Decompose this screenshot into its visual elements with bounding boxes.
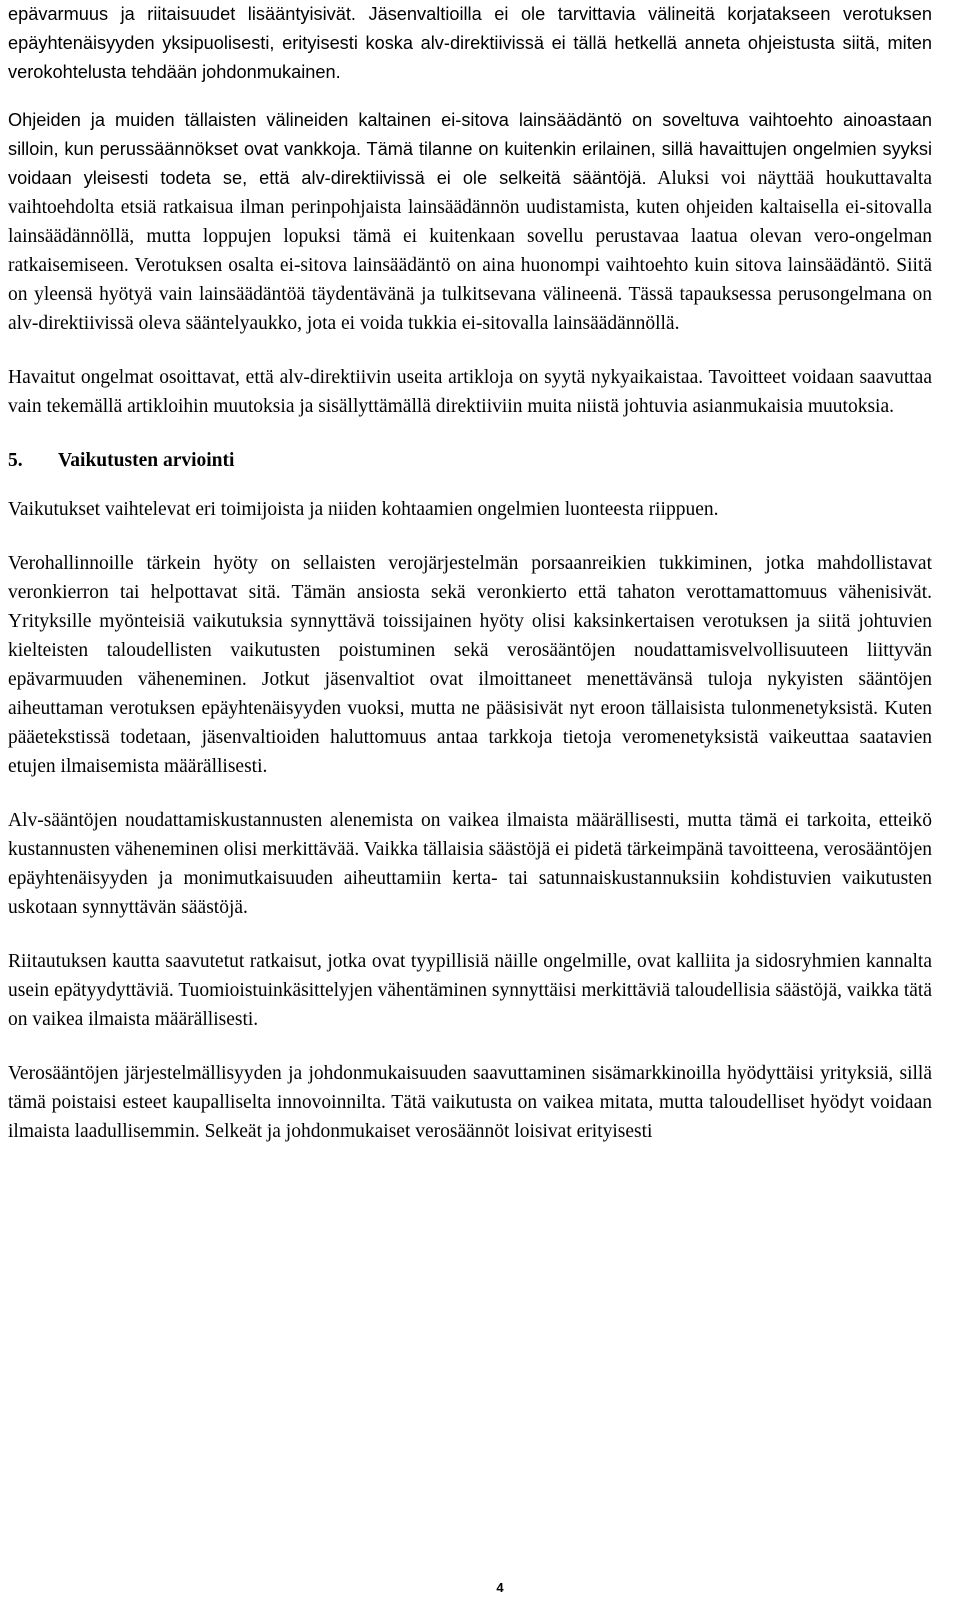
paragraph-tax-administrations: Verohallinnoille tärkein hyöty on sellaisten verojärjestelmän porsaanreikien tukkiminen, jotka mahdollistavat veronkierron tai helpottavat sitä. Tämän ansiosta sekä veronkierto että tahaton verottamattomuus vähenisivät. Yrityksille myönteisiä vaikutuksia synnyttävä toissijainen hyöty olisi kaksinkertaisen verotuksen ja siitä johtuvien kielteisten taloudellisten vaikutusten poistuminen sekä verosääntöjen noudattamisvelvollisuuteen liittyvän epävarmuuden väheneminen. Jotkut jäsenvaltiot ovat ilmoittaneet menettävänsä tuloja nykyisten sääntöjen aiheuttaman verotuksen epäyhtenäisyyden vuoksi, mutta ne pääsisivät nyt eroon tällaisista tulonmenetyksistä. Kuten pääetekstissä todetaan, jäsenvaltioiden haluttomuus antaa tarkkoja tietoja veromenetyksistä vaikeuttaa saatavien etujen ilmaisemista määrällisesti. <box>8 553 932 777</box>
paragraph-single-market: Verosääntöjen järjestelmällisyyden ja johdonmukaisuuden saavuttaminen sisämarkkinoilla hyödyttäisi yrityksiä, sillä tämä poistaisi esteet kaupalliselta innovoinnilta. Tätä vaikutusta on vaikea mitata, mutta taloudelliset hyödyt voidaan ilmaista laadullisemmin. Selkeät ja johdonmukaiset verosäännöt loisivat erityisesti <box>8 1063 932 1142</box>
section-number: 5. <box>8 450 23 471</box>
paragraph-compliance-costs: Alv-sääntöjen noudattamiskustannusten alenemista on vaikea ilmaista määrällisesti, mutta tämä ei tarkoita, etteikö kustannusten väheneminen olisi merkittävää. Vaikka tällaisia säästöjä ei pidetä tärkeimpänä tavoitteena, verosääntöjen epäyhtenäisyyden ja monimutkaisuuden aiheuttamiin kerta- tai satunnaiskustannuksiin kohdistuvien vaikutusten uskotaan synnyttävän säästöjä. <box>8 810 932 918</box>
section-title: Vaikutusten arviointi <box>58 450 235 471</box>
document-page <box>8 0 932 1171</box>
paragraph-intro-text: epävarmuus ja riitaisuudet lisääntyisivät. Jäsenvaltioilla ei ole tarvittavia välineitä korjatakseen verotuksen epäyhtenäisyyden yksipuolisesti, erityisesti koska alv-direktiivissä ei tällä hetkellä anneta ohjeistusta siitä, miten verokohtelusta tehdään johdonmukainen. <box>8 4 932 82</box>
paragraph-intro <box>8 0 932 87</box>
paragraph-non-binding <box>8 106 932 338</box>
paragraph-problems <box>8 363 932 421</box>
page-number: 4 <box>496 1580 504 1595</box>
paragraph-problems-serif: Havaitut ongelmat osoittavat, että alv-direktiivin useita artikloja on syytä nykyaikaistaa. Tavoitteet voidaan saavuttaa vain tekemällä artikloihin muutoksia ja sisällyttämällä direktiiviin muita niistä johtuvia asianmukaisia muutoksia. <box>8 367 932 417</box>
paragraph-non-binding-serif: Aluksi voi näyttää houkuttavalta vaihtoehdolta etsiä ratkaisua ilman perinpohjaista lainsäädännön uudistamista, kuten ohjeiden kaltaisella ei-sitovalla lainsäädännöllä, mutta loppujen lopuksi tämä ei kuitenkaan sovellu perustavaa laatua olevan vero-ongelman ratkaisemiseen. Verotuksen osalta ei-sitova lainsäädäntö on aina huonompi vaihtoehto kuin sitova lainsäädäntö. Siitä on yleensä hyötyä vain lainsäädäntöä täydentävänä ja tulkitsevana välineenä. Tässä tapauksessa perusongelmana on alv-direktiivissä oleva sääntelyaukko, jota ei voida tukkia ei-sitovalla lainsäädännöllä. <box>8 168 932 334</box>
paragraph-non-binding-sans: Ohjeiden ja muiden tällaisten välineiden kaltainen ei-sitova lainsäädäntö on soveltuva vaihtoehto ainoastaan silloin, kun perussäännökset ovat vankkoja. Tämä tilanne on kuitenkin erilainen, sillä havaittujen ongelmien syyksi voidaan yleisesti todeta se, että alv-direktiivissä ei ole selkeitä sääntöjä. <box>8 110 932 188</box>
paragraph-litigation: Riitautuksen kautta saavutetut ratkaisut, jotka ovat tyypillisiä näille ongelmille, ovat kalliita ja sidosryhmien kannalta usein epätyydyttäviä. Tuomioistuinkäsittelyjen vähentäminen synnyttäisi merkittäviä taloudellisia säästöjä, vaikka tätä on vaikea ilmaista määrällisesti. <box>8 951 932 1030</box>
paragraph-impacts-intro: Vaikutukset vaihtelevat eri toimijoista ja niiden kohtaamien ongelmien luonteesta riippuen. <box>8 499 719 520</box>
section-heading <box>8 446 932 475</box>
